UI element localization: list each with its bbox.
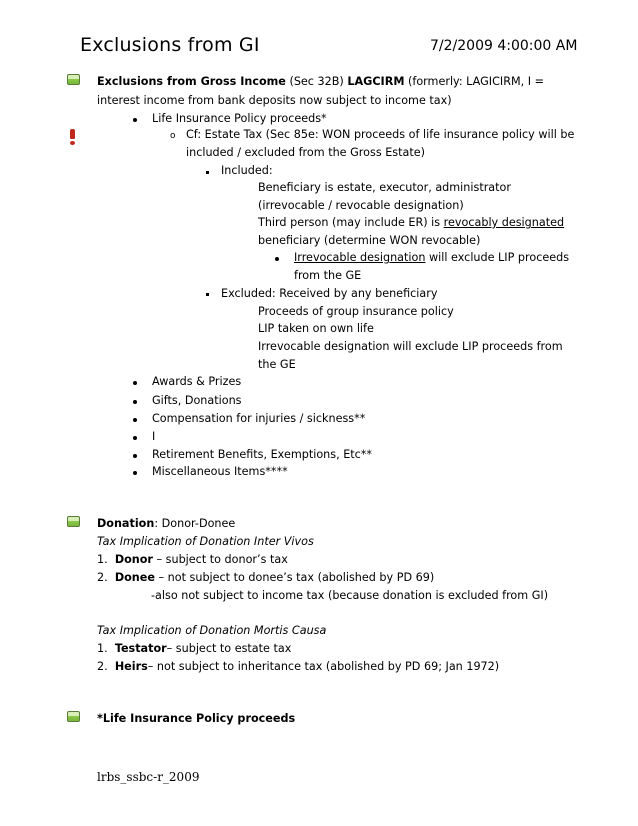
line-1: Exclusions from Gross Income (Sec 32B) LAGCIRM (formerly: LAGICIRM, I = (97, 75, 544, 88)
line-9: Third person (may include ER) is revocably designated (258, 216, 565, 229)
section-title: *Life Insurance Policy proceeds (97, 712, 296, 725)
heading-bold: Exclusions from Gross Income (97, 75, 286, 88)
subheading-inter-vivos: Tax Implication of Donation Inter Vivos (97, 535, 314, 548)
bullet-icon (133, 118, 137, 122)
line-12: from the GE (294, 269, 362, 282)
note-icon[interactable] (67, 711, 80, 722)
circle-bullet-icon: o (170, 131, 176, 141)
line-10: beneficiary (determine WON revocable) (258, 234, 481, 247)
note-icon[interactable] (67, 516, 80, 527)
line-8: (irrevocable / revocable designation) (258, 199, 464, 212)
line-17: the GE (258, 358, 296, 371)
list-item: Awards & Prizes (152, 375, 242, 388)
note-icon[interactable] (67, 74, 80, 85)
line-14: Proceeds of group insurance policy (258, 305, 454, 318)
line-5: included / excluded from the Gross Estate) (186, 146, 425, 159)
square-bullet-icon (206, 293, 209, 296)
square-bullet-icon (206, 171, 209, 174)
bullet-icon (133, 471, 137, 475)
list-item: 2. Heirs– not subject to inheritance tax (abolished by PD 69; Jan 1972) (97, 660, 500, 673)
list-item: Miscellaneous Items**** (152, 465, 288, 478)
line-4: Cf: Estate Tax (Sec 85e: WON proceeds of life insurance policy will be (186, 128, 575, 141)
line-11: Irrevocable designation will exclude LIP proceeds (294, 251, 570, 264)
page-date: 7/2/2009 4:00:00 AM (430, 38, 578, 54)
bullet-icon (133, 381, 137, 385)
subheading-mortis-causa: Tax Implication of Donation Mortis Causa (97, 624, 327, 637)
line-2: interest income from bank deposits now subject to income tax) (97, 94, 452, 107)
bullet-icon (275, 257, 279, 261)
bullet-icon (133, 454, 137, 458)
line-16: Irrevocable designation will exclude LIP proceeds from (258, 340, 563, 353)
line-3: Life Insurance Policy proceeds* (152, 112, 327, 125)
list-item: 1. Testator– subject to estate tax (97, 642, 292, 655)
note-line: -also not subject to income tax (because donation is excluded from GI) (151, 589, 549, 602)
list-item: Gifts, Donations (152, 394, 242, 407)
line-7: Beneficiary is estate, executor, administrator (258, 181, 511, 194)
page-title: Exclusions from GI (80, 34, 260, 56)
line-15: LIP taken on own life (258, 322, 374, 335)
list-item: I (152, 430, 156, 443)
footer-text: lrbs_ssbc-r_2009 (97, 770, 200, 784)
line-13: Excluded: Received by any beneficiary (221, 287, 438, 300)
bullet-icon (133, 436, 137, 440)
list-item: 1. Donor – subject to donor’s tax (97, 553, 288, 566)
bullet-icon (133, 400, 137, 404)
importance-icon (70, 129, 75, 139)
line-6: Included: (221, 164, 273, 177)
donation-heading: Donation: Donor-Donee (97, 517, 236, 530)
list-item: Retirement Benefits, Exemptions, Etc** (152, 448, 372, 461)
list-item: 2. Donee – not subject to donee’s tax (abolished by PD 69) (97, 571, 435, 584)
list-item: Compensation for injuries / sickness** (152, 412, 366, 425)
bullet-icon (133, 418, 137, 422)
